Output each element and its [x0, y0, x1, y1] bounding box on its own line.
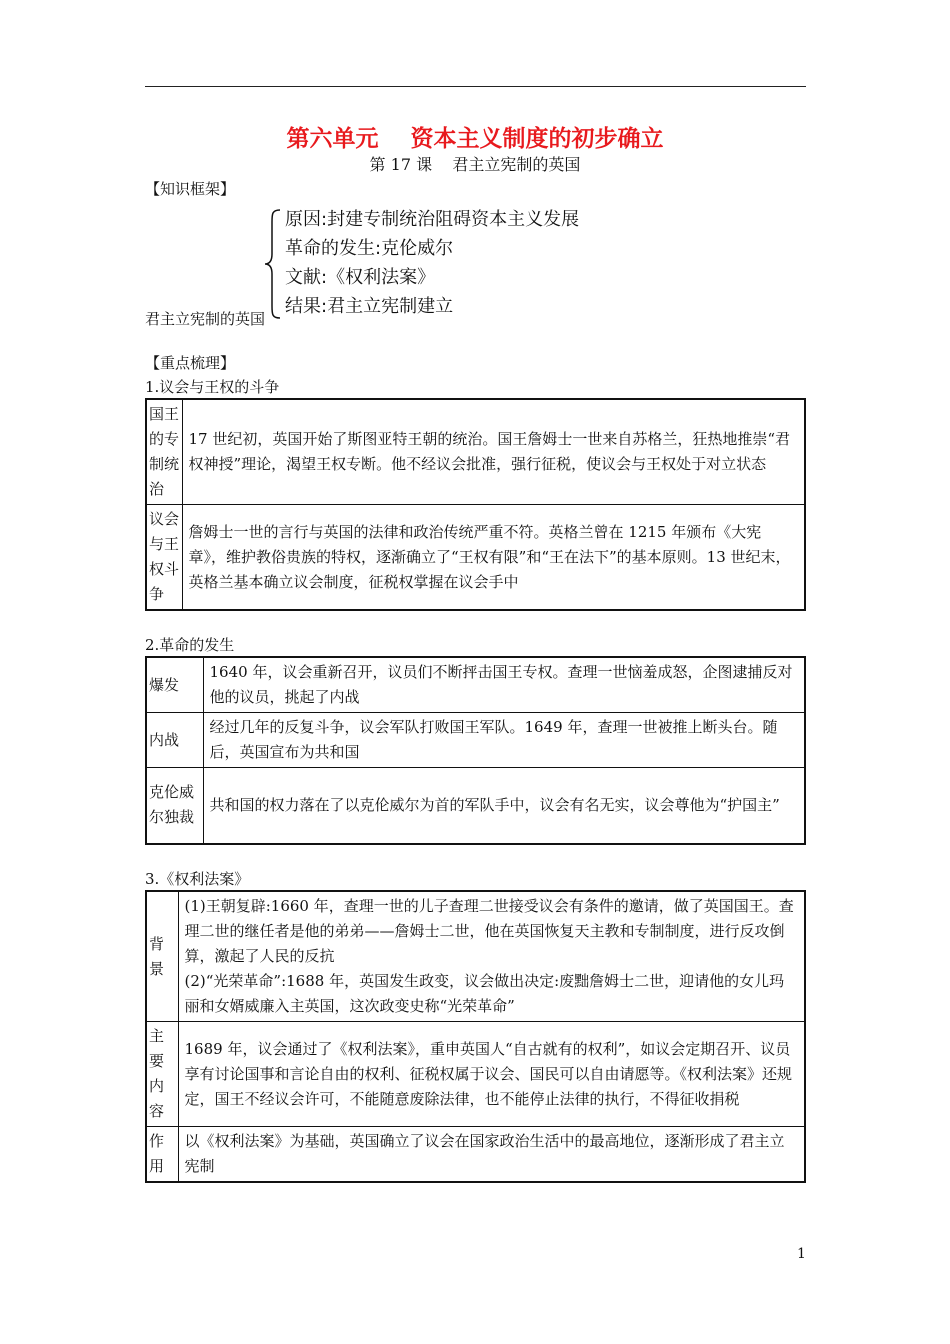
curly-brace-icon [262, 208, 282, 320]
table-row [146, 891, 805, 1022]
row-content: 共和国的权力落在了以克伦威尔为首的军队手中，议会有名无实，议会尊他为“护国主” [203, 768, 805, 844]
framework-root: 君主立宪制的英国 [145, 310, 266, 328]
row-content: 1640 年，议会重新召开，议员们不断抨击国王专权。查理一世恼羞成怒，企图逮捕反对他的议员，挑起了内战 [203, 657, 805, 713]
table-row [146, 399, 805, 505]
row-label: 作用 [146, 1127, 178, 1183]
table-parliament-vs-crown [145, 398, 806, 611]
row-content: 詹姆士一世的言行与英国的法律和政治传统严重不符。英格兰曾在 1215 年颁布《大宪章》，维护教俗贵族的特权，逐渐确立了“王权有限”和“王在法下”的基本原则。13 世纪末，英格兰基本确立议会制度，征税权掌握在议会手中 [182, 505, 805, 611]
table-row [146, 505, 805, 611]
table-row [146, 657, 805, 713]
framework-label: 【知识框架】 [145, 180, 236, 198]
framework-item: 原因:封建专制统治阻碍资本主义发展 [285, 209, 580, 230]
framework-item: 文献:《权利法案》 [285, 267, 436, 288]
table-bill-of-rights [145, 890, 806, 1183]
row-label: 克伦威尔独裁 [146, 768, 203, 844]
table-row [146, 768, 805, 844]
table-row [146, 1127, 805, 1183]
row-content: 经过几年的反复斗争，议会军队打败国王军队。1649 年，查理一世被推上断头台。随后，英国宣布为共和国 [203, 713, 805, 768]
row-label: 国王的专制统治 [146, 399, 182, 505]
header-rule [145, 86, 806, 87]
table-row [146, 1022, 805, 1127]
section-heading: 2.革命的发生 [145, 636, 235, 654]
row-label: 背景 [146, 891, 178, 1022]
row-content-line: (1)王朝复辟:1660 年，查理一世的儿子查理二世接受议会有条件的邀请，做了英国国王。查理二世的继任者是他的弟弟——詹姆士二世，他在英国恢复天主教和专制制度，进行反攻倒算，激起了人民的反抗 [184, 897, 794, 965]
row-label: 主要内容 [146, 1022, 178, 1127]
lesson-title: 第 17 课 君主立宪制的英国 [369, 155, 581, 174]
section-heading: 1.议会与王权的斗争 [145, 378, 280, 396]
row-label: 议会与王权斗争 [146, 505, 182, 611]
framework-items [285, 205, 579, 321]
row-content-line: (2)“光荣革命”:1688 年，英国发生政变，议会做出决定:废黜詹姆士二世，迎请他的女儿玛丽和女婿威廉入主英国，这次政变史称“光荣革命” [184, 972, 785, 1015]
row-content: 17 世纪初，英国开始了斯图亚特王朝的统治。国王詹姆士一世来自苏格兰，狂热地推崇“君权神授”理论，渴望王权专断。他不经议会批准，强行征税，使议会与王权处于对立状态 [182, 399, 805, 505]
page-number: 1 [797, 1246, 806, 1262]
table-row [146, 713, 805, 768]
section-heading: 3.《权利法案》 [145, 870, 250, 888]
row-label: 内战 [146, 713, 203, 768]
framework-item: 革命的发生:克伦威尔 [285, 238, 454, 259]
row-label: 爆发 [146, 657, 203, 713]
unit-title: 第六单元 资本主义制度的初步确立 [286, 126, 664, 152]
row-content: 1689 年，议会通过了《权利法案》，重申英国人“自古就有的权利”，如议会定期召开、议员享有讨论国事和言论自由的权利、征税权属于议会、国民可以自由请愿等。《权利法案》还规定，国王不经议会许可，不能随意废除法律，也不能停止法律的执行，不得征收捐税 [178, 1022, 805, 1127]
key-points-label: 【重点梳理】 [145, 354, 236, 372]
framework-item: 结果:君主立宪制建立 [285, 296, 454, 317]
table-revolution [145, 656, 806, 845]
row-content: 以《权利法案》为基础，英国确立了议会在国家政治生活中的最高地位，逐渐形成了君主立宪制 [178, 1127, 805, 1183]
